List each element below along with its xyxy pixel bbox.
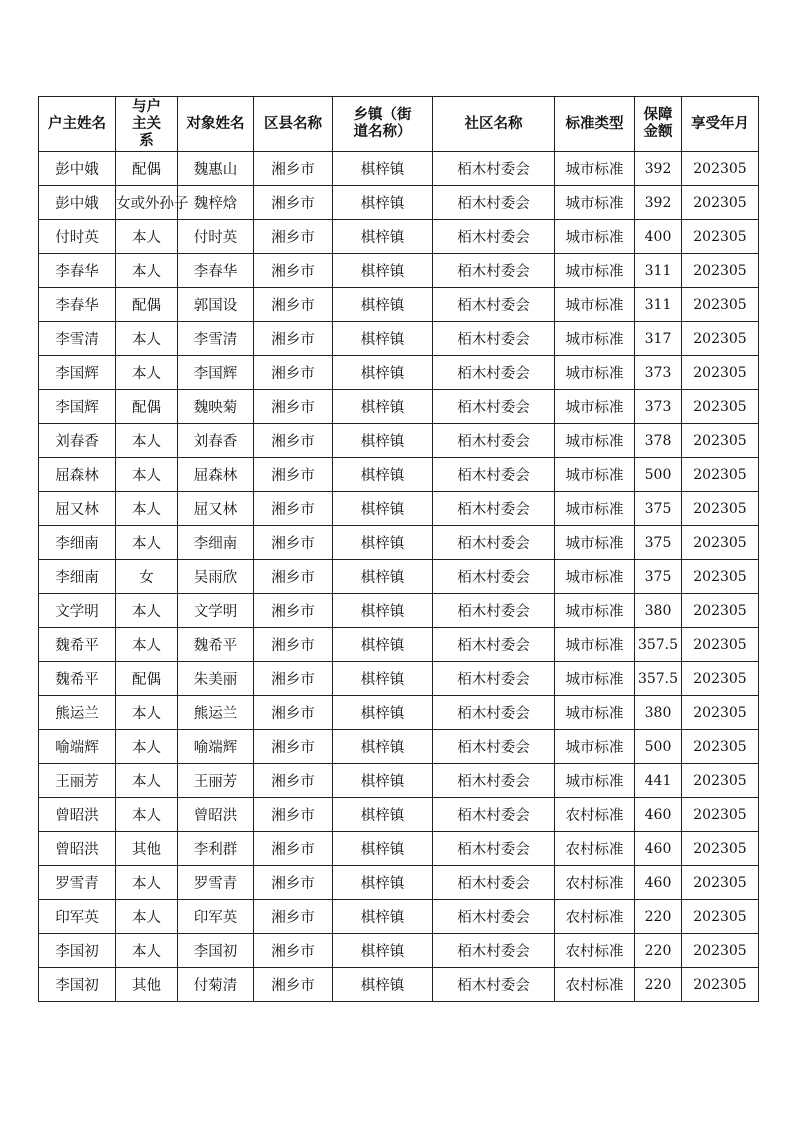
cell-town: 棋梓镇 [333, 356, 433, 390]
cell-month: 202305 [682, 288, 759, 322]
cell-county: 湘乡市 [254, 390, 333, 424]
cell-county: 湘乡市 [254, 764, 333, 798]
cell-standard: 农村标准 [555, 866, 635, 900]
table-row [39, 696, 759, 730]
cell-community: 栢木村委会 [433, 356, 555, 390]
cell-householder: 文学明 [39, 594, 116, 628]
cell-community: 栢木村委会 [433, 220, 555, 254]
cell-standard: 城市标准 [555, 390, 635, 424]
header-row [39, 97, 759, 152]
cell-standard: 城市标准 [555, 628, 635, 662]
cell-householder: 李国辉 [39, 390, 116, 424]
cell-member: 付时英 [178, 220, 254, 254]
cell-relation: 本人 [116, 866, 178, 900]
cell-standard: 城市标准 [555, 424, 635, 458]
cell-amount: 500 [635, 730, 682, 764]
table-row [39, 152, 759, 186]
table-body [39, 152, 759, 1002]
cell-amount: 380 [635, 696, 682, 730]
cell-member: 吴雨欣 [178, 560, 254, 594]
cell-community: 栢木村委会 [433, 152, 555, 186]
cell-town: 棋梓镇 [333, 764, 433, 798]
cell-county: 湘乡市 [254, 696, 333, 730]
cell-member: 李利群 [178, 832, 254, 866]
cell-householder: 罗雪青 [39, 866, 116, 900]
cell-amount: 380 [635, 594, 682, 628]
cell-county: 湘乡市 [254, 424, 333, 458]
cell-amount: 441 [635, 764, 682, 798]
table-row [39, 866, 759, 900]
cell-town: 棋梓镇 [333, 968, 433, 1002]
cell-town: 棋梓镇 [333, 900, 433, 934]
cell-member: 魏梓焓 [178, 186, 254, 220]
cell-member: 印军英 [178, 900, 254, 934]
cell-member: 魏惠山 [178, 152, 254, 186]
cell-town: 棋梓镇 [333, 458, 433, 492]
table-row [39, 390, 759, 424]
cell-town: 棋梓镇 [333, 866, 433, 900]
cell-standard: 城市标准 [555, 526, 635, 560]
cell-relation: 本人 [116, 322, 178, 356]
cell-amount: 220 [635, 900, 682, 934]
cell-member: 屈又林 [178, 492, 254, 526]
cell-householder: 李春华 [39, 288, 116, 322]
cell-amount: 392 [635, 186, 682, 220]
cell-county: 湘乡市 [254, 594, 333, 628]
cell-amount: 400 [635, 220, 682, 254]
cell-relation: 本人 [116, 220, 178, 254]
table-row [39, 594, 759, 628]
cell-county: 湘乡市 [254, 730, 333, 764]
cell-member: 罗雪青 [178, 866, 254, 900]
cell-householder: 王丽芳 [39, 764, 116, 798]
cell-community: 栢木村委会 [433, 968, 555, 1002]
cell-community: 栢木村委会 [433, 730, 555, 764]
cell-month: 202305 [682, 696, 759, 730]
cell-member: 文学明 [178, 594, 254, 628]
cell-relation: 配偶 [116, 662, 178, 696]
cell-relation: 本人 [116, 526, 178, 560]
header-county: 区县名称 [254, 97, 333, 152]
cell-month: 202305 [682, 458, 759, 492]
cell-member: 李细南 [178, 526, 254, 560]
cell-relation: 本人 [116, 900, 178, 934]
cell-amount: 460 [635, 832, 682, 866]
cell-relation: 本人 [116, 424, 178, 458]
table-row [39, 628, 759, 662]
cell-community: 栢木村委会 [433, 390, 555, 424]
cell-month: 202305 [682, 424, 759, 458]
cell-month: 202305 [682, 798, 759, 832]
table-row [39, 356, 759, 390]
cell-month: 202305 [682, 832, 759, 866]
cell-county: 湘乡市 [254, 458, 333, 492]
cell-county: 湘乡市 [254, 628, 333, 662]
cell-community: 栢木村委会 [433, 764, 555, 798]
cell-community: 栢木村委会 [433, 594, 555, 628]
header-relation: 与户主关系 [116, 97, 178, 152]
cell-householder: 曾昭洪 [39, 798, 116, 832]
table-row [39, 560, 759, 594]
table-row [39, 730, 759, 764]
cell-householder: 熊运兰 [39, 696, 116, 730]
cell-amount: 378 [635, 424, 682, 458]
cell-member: 魏希平 [178, 628, 254, 662]
cell-householder: 李细南 [39, 526, 116, 560]
header-member: 对象姓名 [178, 97, 254, 152]
cell-standard: 城市标准 [555, 152, 635, 186]
cell-standard: 城市标准 [555, 492, 635, 526]
cell-standard: 城市标准 [555, 458, 635, 492]
cell-amount: 375 [635, 560, 682, 594]
cell-county: 湘乡市 [254, 662, 333, 696]
cell-standard: 城市标准 [555, 560, 635, 594]
cell-town: 棋梓镇 [333, 254, 433, 288]
cell-member: 屈森林 [178, 458, 254, 492]
cell-town: 棋梓镇 [333, 798, 433, 832]
cell-community: 栢木村委会 [433, 424, 555, 458]
cell-community: 栢木村委会 [433, 254, 555, 288]
cell-member: 郭国设 [178, 288, 254, 322]
cell-town: 棋梓镇 [333, 832, 433, 866]
cell-county: 湘乡市 [254, 220, 333, 254]
cell-county: 湘乡市 [254, 356, 333, 390]
cell-town: 棋梓镇 [333, 186, 433, 220]
cell-relation-text: 女或外孙子 [116, 196, 189, 212]
cell-relation: 本人 [116, 764, 178, 798]
cell-householder: 刘春香 [39, 424, 116, 458]
cell-town: 棋梓镇 [333, 696, 433, 730]
cell-member: 喻端辉 [178, 730, 254, 764]
cell-county: 湘乡市 [254, 934, 333, 968]
cell-relation: 本人 [116, 492, 178, 526]
cell-month: 202305 [682, 322, 759, 356]
cell-town: 棋梓镇 [333, 492, 433, 526]
cell-relation: 本人 [116, 696, 178, 730]
cell-town: 棋梓镇 [333, 730, 433, 764]
cell-community: 栢木村委会 [433, 288, 555, 322]
table-row [39, 934, 759, 968]
cell-member: 王丽芳 [178, 764, 254, 798]
cell-standard: 农村标准 [555, 968, 635, 1002]
cell-community: 栢木村委会 [433, 900, 555, 934]
cell-town: 棋梓镇 [333, 594, 433, 628]
cell-relation: 本人 [116, 594, 178, 628]
table-row [39, 424, 759, 458]
cell-householder: 李国初 [39, 934, 116, 968]
cell-county: 湘乡市 [254, 832, 333, 866]
cell-standard: 农村标准 [555, 798, 635, 832]
cell-relation: 本人 [116, 798, 178, 832]
cell-member: 付菊清 [178, 968, 254, 1002]
cell-month: 202305 [682, 560, 759, 594]
table-row [39, 322, 759, 356]
table-row [39, 662, 759, 696]
header-amount: 保障金额 [635, 97, 682, 152]
header-town: 乡镇（街道名称） [333, 97, 433, 152]
cell-member: 李国辉 [178, 356, 254, 390]
cell-county: 湘乡市 [254, 526, 333, 560]
cell-month: 202305 [682, 594, 759, 628]
cell-member: 李国初 [178, 934, 254, 968]
cell-town: 棋梓镇 [333, 390, 433, 424]
cell-month: 202305 [682, 730, 759, 764]
cell-standard: 城市标准 [555, 356, 635, 390]
cell-member: 魏映菊 [178, 390, 254, 424]
cell-member: 李春华 [178, 254, 254, 288]
cell-amount: 375 [635, 526, 682, 560]
cell-standard: 农村标准 [555, 900, 635, 934]
cell-householder: 李国辉 [39, 356, 116, 390]
cell-county: 湘乡市 [254, 798, 333, 832]
cell-town: 棋梓镇 [333, 526, 433, 560]
cell-standard: 城市标准 [555, 594, 635, 628]
cell-amount: 373 [635, 356, 682, 390]
cell-month: 202305 [682, 866, 759, 900]
cell-amount: 311 [635, 254, 682, 288]
cell-amount: 460 [635, 798, 682, 832]
cell-town: 棋梓镇 [333, 662, 433, 696]
cell-month: 202305 [682, 968, 759, 1002]
table-row [39, 832, 759, 866]
cell-standard: 城市标准 [555, 662, 635, 696]
cell-amount: 220 [635, 968, 682, 1002]
cell-householder: 魏希平 [39, 628, 116, 662]
cell-town: 棋梓镇 [333, 424, 433, 458]
table-row [39, 526, 759, 560]
cell-relation: 配偶 [116, 152, 178, 186]
table-row [39, 968, 759, 1002]
cell-member: 曾昭洪 [178, 798, 254, 832]
cell-county: 湘乡市 [254, 492, 333, 526]
header-month: 享受年月 [682, 97, 759, 152]
cell-town: 棋梓镇 [333, 560, 433, 594]
cell-relation [116, 186, 189, 220]
cell-month: 202305 [682, 934, 759, 968]
cell-month: 202305 [682, 254, 759, 288]
cell-community: 栢木村委会 [433, 934, 555, 968]
cell-standard: 城市标准 [555, 730, 635, 764]
cell-standard: 城市标准 [555, 254, 635, 288]
cell-county: 湘乡市 [254, 152, 333, 186]
cell-member: 熊运兰 [178, 696, 254, 730]
cell-standard: 城市标准 [555, 186, 635, 220]
cell-month: 202305 [682, 356, 759, 390]
cell-town: 棋梓镇 [333, 288, 433, 322]
cell-amount: 220 [635, 934, 682, 968]
cell-county: 湘乡市 [254, 322, 333, 356]
cell-county: 湘乡市 [254, 560, 333, 594]
cell-relation: 女 [116, 560, 178, 594]
table-row [39, 458, 759, 492]
cell-relation: 配偶 [116, 390, 178, 424]
cell-community: 栢木村委会 [433, 662, 555, 696]
cell-relation: 本人 [116, 628, 178, 662]
cell-community: 栢木村委会 [433, 560, 555, 594]
cell-community: 栢木村委会 [433, 526, 555, 560]
cell-town: 棋梓镇 [333, 152, 433, 186]
table-row [39, 764, 759, 798]
cell-month: 202305 [682, 764, 759, 798]
cell-community: 栢木村委会 [433, 798, 555, 832]
cell-community: 栢木村委会 [433, 866, 555, 900]
subsidy-table [38, 96, 759, 1002]
cell-amount: 311 [635, 288, 682, 322]
cell-amount: 500 [635, 458, 682, 492]
header-householder: 户主姓名 [39, 97, 116, 152]
cell-amount: 460 [635, 866, 682, 900]
cell-county: 湘乡市 [254, 866, 333, 900]
cell-amount: 317 [635, 322, 682, 356]
cell-standard: 城市标准 [555, 322, 635, 356]
cell-householder: 付时英 [39, 220, 116, 254]
cell-member: 朱美丽 [178, 662, 254, 696]
cell-amount: 357.5 [635, 662, 682, 696]
cell-standard: 城市标准 [555, 220, 635, 254]
cell-householder: 曾昭洪 [39, 832, 116, 866]
cell-month: 202305 [682, 220, 759, 254]
cell-householder: 李国初 [39, 968, 116, 1002]
cell-county: 湘乡市 [254, 968, 333, 1002]
cell-county: 湘乡市 [254, 900, 333, 934]
cell-community: 栢木村委会 [433, 322, 555, 356]
cell-community: 栢木村委会 [433, 628, 555, 662]
cell-householder: 李细南 [39, 560, 116, 594]
cell-amount: 373 [635, 390, 682, 424]
cell-month: 202305 [682, 492, 759, 526]
cell-householder: 屈又林 [39, 492, 116, 526]
cell-town: 棋梓镇 [333, 322, 433, 356]
cell-town: 棋梓镇 [333, 220, 433, 254]
table-row [39, 492, 759, 526]
cell-standard: 城市标准 [555, 764, 635, 798]
cell-standard: 农村标准 [555, 934, 635, 968]
cell-householder: 喻端辉 [39, 730, 116, 764]
header-community: 社区名称 [433, 97, 555, 152]
cell-relation: 本人 [116, 934, 178, 968]
cell-county: 湘乡市 [254, 254, 333, 288]
cell-standard: 农村标准 [555, 832, 635, 866]
table-row [39, 220, 759, 254]
cell-member: 李雪清 [178, 322, 254, 356]
cell-householder: 魏希平 [39, 662, 116, 696]
header-standard: 标准类型 [555, 97, 635, 152]
cell-town: 棋梓镇 [333, 934, 433, 968]
table-row [39, 288, 759, 322]
cell-householder: 屈森林 [39, 458, 116, 492]
cell-month: 202305 [682, 628, 759, 662]
cell-householder: 李春华 [39, 254, 116, 288]
cell-community: 栢木村委会 [433, 832, 555, 866]
cell-relation: 本人 [116, 730, 178, 764]
cell-relation: 其他 [116, 832, 178, 866]
cell-relation: 配偶 [116, 288, 178, 322]
cell-community: 栢木村委会 [433, 458, 555, 492]
table-row [39, 900, 759, 934]
cell-relation: 其他 [116, 968, 178, 1002]
cell-county: 湘乡市 [254, 186, 333, 220]
cell-month: 202305 [682, 390, 759, 424]
cell-month: 202305 [682, 186, 759, 220]
cell-town: 棋梓镇 [333, 628, 433, 662]
cell-community: 栢木村委会 [433, 186, 555, 220]
cell-county: 湘乡市 [254, 288, 333, 322]
cell-month: 202305 [682, 662, 759, 696]
cell-householder: 彭中娥 [39, 152, 116, 186]
cell-month: 202305 [682, 152, 759, 186]
cell-amount: 357.5 [635, 628, 682, 662]
cell-amount: 392 [635, 152, 682, 186]
cell-relation: 本人 [116, 458, 178, 492]
table-row [39, 186, 759, 220]
cell-month: 202305 [682, 526, 759, 560]
cell-community: 栢木村委会 [433, 696, 555, 730]
cell-relation: 本人 [116, 356, 178, 390]
cell-member: 刘春香 [178, 424, 254, 458]
cell-standard: 城市标准 [555, 696, 635, 730]
cell-relation: 本人 [116, 254, 178, 288]
table-row [39, 798, 759, 832]
cell-householder: 李雪清 [39, 322, 116, 356]
cell-householder: 印军英 [39, 900, 116, 934]
cell-householder: 彭中娥 [39, 186, 116, 220]
table-row [39, 254, 759, 288]
cell-amount: 375 [635, 492, 682, 526]
cell-standard: 城市标准 [555, 288, 635, 322]
cell-month: 202305 [682, 900, 759, 934]
cell-community: 栢木村委会 [433, 492, 555, 526]
